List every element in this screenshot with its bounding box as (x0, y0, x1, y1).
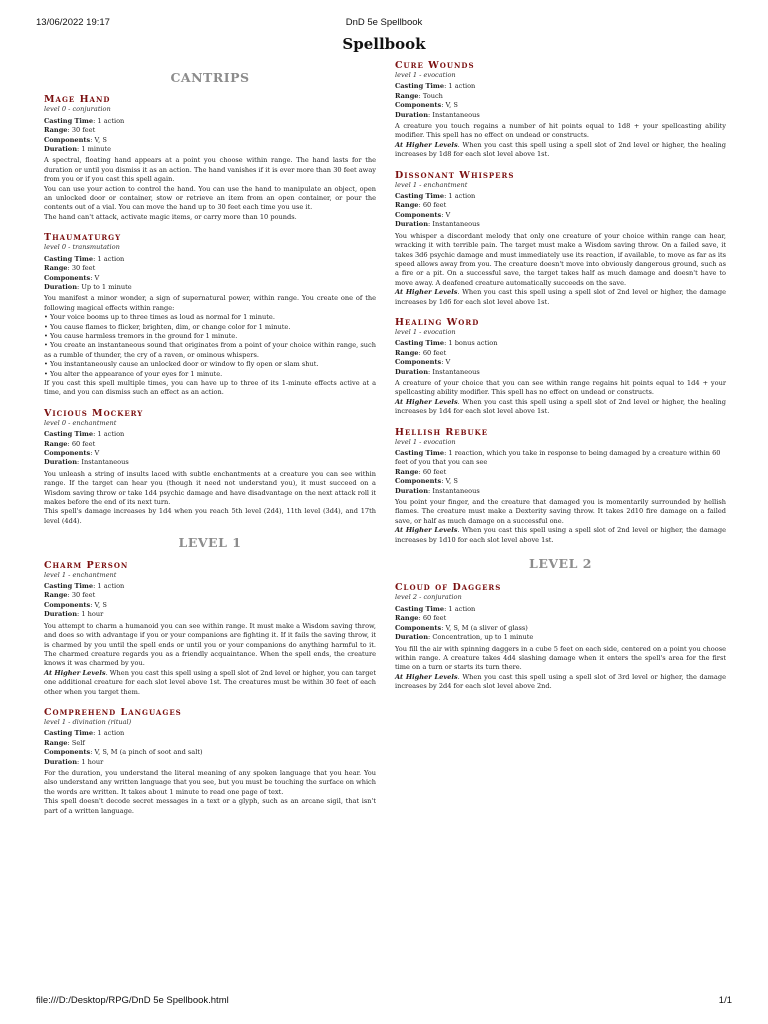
spell-school: level 1 - divination (ritual) (44, 717, 132, 726)
range-row: Range: 60 feet (395, 467, 447, 476)
description-paragraph: You manifest a minor wonder, a sign of supernatural power, within range. You create one of the following magical effects within range: (44, 294, 376, 312)
print-doc-title: DnD 5e Spellbook (345, 17, 423, 28)
components-value: V, S (94, 135, 107, 144)
range-value: 60 feet (422, 201, 447, 210)
spell-card (44, 560, 376, 697)
range-row: Range: 60 feet (395, 348, 447, 357)
description-bullet: • You create an instantaneous sound that originates from a point of your choice within range, such as a rumble of thunder, the cry of a raven, or ominous whispers. (44, 341, 376, 359)
casting-time-label: Casting Time (395, 449, 445, 457)
range-value: Touch (422, 91, 443, 100)
print-datetime: 13/06/2022 19:17 (36, 17, 110, 28)
print-page-number: 1/1 (718, 995, 732, 1006)
duration-value: Instantaneous (432, 110, 480, 119)
spell-name: Healing Word (395, 316, 480, 328)
casting-time-value: 1 bonus action (448, 339, 498, 348)
casting-time-value: 1 reaction, which you take in response to being damaged by a creature within 60 feet of you that you can see (395, 449, 721, 467)
spell-school: level 1 - evocation (395, 71, 456, 79)
duration-value: 1 minute (81, 145, 112, 154)
components-label: Components (395, 358, 442, 367)
range-row: Range: 30 feet (44, 264, 96, 273)
description-paragraph: The hand can't attack, activate magic items, or carry more than 10 pounds. (44, 212, 297, 221)
spell-name: Hellish Rebuke (395, 426, 489, 438)
spell-description (395, 122, 726, 160)
casting-time-row: Casting Time: 1 action (44, 116, 125, 125)
higher-levels: At Higher Levels. When you cast this spell using a spell slot of 2nd level or higher, you can target one additional creature for each slot level above 1st. The creatures must be within 30 feet of each other when you target them. (44, 668, 376, 696)
duration-label: Duration (395, 486, 429, 495)
spell-properties (44, 255, 376, 293)
duration-row: Duration: 1 hour (44, 610, 104, 619)
range-value: Self (71, 738, 85, 747)
components-row: Components: V, S (395, 101, 458, 110)
casting-time-label: Casting Time (395, 339, 445, 348)
range-row: Range: Self (44, 738, 85, 747)
higher-levels: At Higher Levels. When you cast this spell using a spell slot of 2nd level or higher, the damage increases by 1d10 for each slot level above 1st. (395, 526, 726, 544)
components-label: Components (44, 748, 91, 757)
spell-properties (44, 729, 376, 767)
section-heading-cantrips: CANTRIPS (170, 70, 250, 85)
casting-time-label: Casting Time (44, 729, 94, 738)
casting-time-row: Casting Time: 1 action (395, 192, 476, 201)
duration-value: Instantaneous (432, 220, 480, 229)
range-label: Range (44, 591, 68, 600)
components-row: Components: V (44, 449, 100, 457)
higher-levels-label: At Higher Levels (395, 672, 458, 681)
casting-time-row: Casting Time: 1 action (44, 430, 125, 439)
casting-time-row: Casting Time: 1 action (395, 82, 476, 91)
duration-label: Duration (44, 610, 78, 619)
spell-description (44, 622, 376, 697)
duration-label: Duration (44, 282, 78, 291)
range-label: Range (395, 614, 419, 623)
duration-label: Duration (395, 110, 429, 119)
components-row: Components: V, S (395, 477, 458, 486)
components-row: Components: V, S, M (a sliver of glass) (395, 623, 528, 632)
spell-properties (395, 192, 726, 230)
spell-description (395, 498, 726, 545)
range-value: 30 feet (71, 591, 96, 600)
spell-school: level 1 - enchantment (44, 570, 117, 579)
spell-school: level 1 - evocation (395, 327, 456, 336)
components-value: V, S, M (a sliver of glass) (445, 623, 528, 632)
duration-value: Instantaneous (432, 486, 480, 495)
spell-school: level 0 - enchantment (44, 418, 117, 427)
spell-properties (395, 605, 726, 643)
duration-row: Duration: Up to 1 minute (44, 282, 132, 291)
spell-properties (44, 582, 376, 620)
higher-levels-label: At Higher Levels (395, 288, 458, 297)
duration-row: Duration: Concentration, up to 1 minute (395, 633, 534, 642)
duration-row: Duration: 1 hour (44, 757, 104, 766)
casting-time-label: Casting Time (44, 116, 94, 125)
casting-time-row: Casting Time: 1 action (44, 582, 125, 591)
spell-name: Dissonant Whispers (395, 169, 515, 181)
components-label: Components (44, 600, 91, 609)
print-header (36, 17, 732, 31)
duration-label: Duration (395, 367, 429, 376)
casting-time-label: Casting Time (395, 192, 445, 201)
spell-school: level 0 - transmutation (44, 243, 120, 252)
casting-time-row: Casting Time: 1 bonus action (395, 339, 498, 348)
spell-card (395, 582, 726, 691)
duration-value: Concentration, up to 1 minute (432, 633, 534, 642)
duration-value: Up to 1 minute (81, 282, 132, 291)
spell-card (395, 170, 726, 307)
duration-label: Duration (395, 220, 429, 229)
right-column (395, 60, 726, 702)
casting-time-value: 1 action (97, 116, 125, 125)
range-value: 60 feet (422, 348, 447, 357)
duration-label: Duration (44, 458, 78, 467)
higher-levels-text: When you cast this spell using a spell slot of 2nd level or higher, the healing increases by 1d8 for each slot level above 1st. (395, 140, 726, 159)
higher-levels: At Higher Levels. When you cast this spell using a spell slot of 2nd level or higher, the healing increases by 1d8 for each slot level above 1st. (395, 140, 726, 159)
range-label: Range (44, 126, 68, 135)
range-value: 30 feet (71, 264, 96, 273)
print-footer (36, 995, 732, 1009)
casting-time-label: Casting Time (44, 582, 94, 591)
description-bullet: • You cause harmless tremors in the ground for 1 minute. (44, 331, 238, 340)
description-paragraph: You whisper a discordant melody that only one creature of your choice within range can hear, wracking it with terrible pain. The target must make a Wisdom saving throw. On a failed save, it takes 3d6 psychic damage and must immediately use its reaction, if available, to move as far as its speed allows away from you. The creature doesn't move into obviously dangerous ground, such as a fire or a pit. On a successful save, the target takes half as much damage and doesn't have to move away. A deafened creature automatically succeeds on the save. (395, 231, 726, 287)
components-value: V, S (445, 477, 458, 486)
spell-name: Mage Hand (44, 94, 111, 106)
higher-levels-text: When you cast this spell using a spell slot of 2nd level or higher, the damage increases by 1d6 for each slot level above 1st. (395, 288, 726, 306)
duration-label: Duration (44, 145, 78, 154)
casting-time-label: Casting Time (44, 254, 94, 263)
spell-card (395, 427, 726, 545)
duration-row: Duration: Instantaneous (395, 110, 480, 119)
higher-levels: At Higher Levels. When you cast this spell using a spell slot of 2nd level or higher, the damage increases by 1d6 for each slot level above 1st. (395, 288, 726, 306)
range-row: Range: 30 feet (44, 591, 96, 600)
casting-time-value: 1 action (97, 254, 125, 263)
higher-levels-text: When you cast this spell using a spell slot of 3rd level or higher, the damage increases by 2d4 for each slot level above 2nd. (395, 672, 726, 691)
spell-school: level 0 - conjuration (44, 105, 111, 114)
range-label: Range (395, 91, 419, 100)
description-bullet: • You alter the appearance of your eyes for 1 minute. (44, 369, 223, 378)
description-paragraph: You point your finger, and the creature that damaged you is momentarily surrounded by hellish flames. The creature must make a Dexterity saving throw. It takes 2d10 fire damage on a failed save, or half as much damage on a successful one. (395, 498, 726, 525)
components-row: Components: V (44, 273, 100, 282)
spell-description (44, 156, 376, 222)
duration-value: 1 hour (81, 610, 104, 619)
components-value: V, S (445, 101, 458, 110)
casting-time-row: Casting Time: 1 action (395, 604, 476, 613)
duration-value: Instantaneous (432, 367, 480, 376)
range-label: Range (44, 439, 68, 448)
spell-card (395, 60, 726, 160)
components-label: Components (44, 449, 91, 457)
range-value: 30 feet (71, 126, 96, 135)
page-title: Spellbook (342, 35, 426, 53)
range-label: Range (395, 201, 419, 210)
spell-description (44, 769, 376, 816)
spell-description (44, 470, 376, 526)
spell-school: level 1 - evocation (395, 437, 456, 446)
casting-time-value: 1 action (448, 604, 476, 613)
range-label: Range (44, 738, 68, 747)
higher-levels-text: When you cast this spell using a spell slot of 2nd level or higher, you can target one additional creature for each slot level above 1st. The creatures must be within 30 feet of each other when you target them. (44, 668, 376, 696)
casting-time-value: 1 action (97, 430, 125, 439)
components-value: V, S, M (a pinch of soot and salt) (94, 748, 203, 757)
range-label: Range (395, 348, 419, 357)
casting-time-row: Casting Time: 1 action (44, 729, 125, 738)
spell-name: Charm Person (44, 559, 129, 571)
spell-name: Cure Wounds (395, 60, 475, 71)
spell-school: level 2 - conjuration (395, 593, 462, 602)
description-paragraph: You unleash a string of insults laced with subtle enchantments at a creature you can see within range. If the target can hear you (though it need not understand you), it must succeed on a Wisdom saving throw or take 1d4 psychic damage and have disadvantage on the next attack roll it makes before the end of its next turn. (44, 469, 376, 507)
description-paragraph: A spectral, floating hand appears at a point you choose within range. The hand lasts for the duration or until you dismiss it as an action. The hand vanishes if it is ever more than 30 feet away from you or if you cast this spell again. (44, 156, 376, 184)
range-label: Range (395, 467, 419, 476)
range-value: 60 feet (422, 614, 447, 623)
duration-row: Duration: Instantaneous (395, 486, 480, 495)
spell-school: level 1 - enchantment (395, 180, 468, 189)
components-value: V (445, 358, 451, 367)
description-paragraph: You can use your action to control the hand. You can use the hand to manipulate an object, open an unlocked door or container, stow or retrieve an item from an open container, or pour the contents out of a vial. You can move the hand up to 30 feet each time you use it. (44, 184, 376, 212)
description-bullet: • You cause flames to flicker, brighten, dim, or change color for 1 minute. (44, 322, 291, 331)
higher-levels-label: At Higher Levels (395, 397, 458, 406)
description-paragraph: You attempt to charm a humanoid you can see within range. It must make a Wisdom saving throw, and does so with advantage if you or your companions are fighting it. If it fails the saving throw, it is charmed by you until the spell ends or until you or your companions do anything harmful to it. The charmed creature regards you as a friendly acquaintance. When the spell ends, the creature knows it was charmed by you. (44, 621, 376, 668)
range-row: Range: 60 feet (395, 201, 447, 210)
spell-properties (44, 117, 376, 155)
casting-time-row: Casting Time: 1 reaction, which you take in response to being damaged by a creature within 60 feet of you that you can see (395, 449, 721, 467)
duration-label: Duration (44, 757, 78, 766)
casting-time-value: 1 action (448, 192, 476, 201)
spell-card (44, 707, 376, 816)
left-column (44, 60, 376, 826)
spell-description (395, 645, 726, 692)
spell-name: Vicious Mockery (44, 407, 144, 419)
range-row: Range: 60 feet (44, 439, 96, 448)
description-bullet: • You instantaneously cause an unlocked door or window to fly open or slam shut. (44, 360, 319, 369)
spell-card (44, 232, 376, 398)
components-label: Components (395, 623, 442, 632)
spell-name: Thaumaturgy (44, 232, 122, 244)
description-paragraph: A creature of your choice that you can see within range regains hit points equal to 1d4 + your spellcasting ability modifier. This spell has no effect on undead or constructs. (395, 378, 726, 397)
components-value: V, S (94, 600, 107, 609)
description-paragraph: A creature you touch regains a number of hit points equal to 1d8 + your spellcasting ability modifier. This spell has no effect on undead or constructs. (395, 122, 726, 140)
components-row: Components: V (395, 358, 451, 367)
casting-time-value: 1 action (448, 82, 476, 91)
spell-name: Comprehend Languages (44, 706, 182, 718)
higher-levels-label: At Higher Levels (44, 668, 106, 677)
section-heading-level-2: LEVEL 2 (529, 556, 592, 572)
components-row: Components: V, S, M (a pinch of soot and salt) (44, 748, 203, 757)
description-paragraph: If you cast this spell multiple times, you can have up to three of its 1-minute effects active at a time, and you can dismiss such an effect as an action. (44, 378, 376, 397)
spell-description (395, 379, 726, 417)
higher-levels: At Higher Levels. When you cast this spell using a spell slot of 2nd level or higher, the healing increases by 1d4 for each slot level above 1st. (395, 397, 726, 416)
spell-description (44, 294, 376, 397)
print-file-url: file:///D:/Desktop/RPG/DnD 5e Spellbook.html (36, 995, 229, 1006)
components-row: Components: V (395, 210, 451, 219)
components-label: Components (395, 477, 442, 486)
higher-levels-text: When you cast this spell using a spell slot of 2nd level or higher, the healing increases by 1d4 for each slot level above 1st. (395, 397, 726, 416)
duration-row: Duration: Instantaneous (44, 458, 129, 467)
description-paragraph: You fill the air with spinning daggers in a cube 5 feet on each side, centered on a point you choose within range. A creature takes 4d4 slashing damage when it enters the spell's area for the first time on a turn or starts its turn there. (395, 644, 726, 672)
duration-row: Duration: Instantaneous (395, 367, 480, 376)
duration-label: Duration (395, 633, 429, 642)
description-bullet: • Your voice booms up to three times as loud as normal for 1 minute. (44, 313, 275, 322)
higher-levels: At Higher Levels. When you cast this spell using a spell slot of 3rd level or higher, the damage increases by 2d4 for each slot level above 2nd. (395, 672, 726, 691)
components-label: Components (44, 273, 91, 282)
range-row: Range: Touch (395, 91, 443, 100)
components-label: Components (44, 135, 91, 144)
casting-time-value: 1 action (97, 729, 125, 738)
casting-time-value: 1 action (97, 582, 125, 591)
spell-name: Cloud of Daggers (395, 582, 502, 594)
spell-card (44, 408, 376, 526)
components-label: Components (395, 210, 442, 219)
section-heading-level-1: LEVEL 1 (178, 535, 242, 551)
duration-value: 1 hour (81, 757, 104, 766)
higher-levels-label: At Higher Levels (395, 526, 458, 535)
casting-time-label: Casting Time (395, 82, 445, 91)
range-label: Range (44, 264, 68, 273)
components-label: Components (395, 101, 442, 110)
spell-properties (395, 449, 726, 496)
components-row: Components: V, S (44, 600, 107, 609)
components-value: V (445, 210, 451, 219)
spell-properties (395, 82, 726, 120)
range-value: 60 feet (422, 467, 447, 476)
components-value: V (94, 273, 100, 282)
higher-levels-text: When you cast this spell using a spell slot of 2nd level or higher, the damage increases by 1d10 for each slot level above 1st. (395, 526, 726, 544)
duration-value: Instantaneous (81, 458, 129, 467)
range-row: Range: 30 feet (44, 126, 96, 135)
range-value: 60 feet (71, 439, 96, 448)
range-row: Range: 60 feet (395, 614, 447, 623)
spell-card (395, 317, 726, 417)
description-paragraph: This spell's damage increases by 1d4 when you reach 5th level (2d4), 11th level (3d4), and 17th level (4d4). (44, 507, 376, 525)
casting-time-row: Casting Time: 1 action (44, 254, 125, 263)
spell-properties (44, 430, 376, 468)
spell-properties (395, 339, 726, 377)
casting-time-label: Casting Time (44, 430, 94, 439)
higher-levels-label: At Higher Levels (395, 140, 458, 149)
description-paragraph: This spell doesn't decode secret messages in a text or a glyph, such as an arcane sigil, that isn't part of a written language. (44, 797, 376, 815)
casting-time-label: Casting Time (395, 604, 445, 613)
description-paragraph: For the duration, you understand the literal meaning of any spoken language that you hear. You also understand any written language that you see, but you must be touching the surface on which the words are written. It takes about 1 minute to read one page of text. (44, 768, 376, 796)
duration-row: Duration: Instantaneous (395, 220, 480, 229)
components-value: V (94, 449, 100, 457)
components-row: Components: V, S (44, 135, 107, 144)
spell-card (44, 94, 376, 222)
spell-description (395, 232, 726, 307)
duration-row: Duration: 1 minute (44, 145, 112, 154)
